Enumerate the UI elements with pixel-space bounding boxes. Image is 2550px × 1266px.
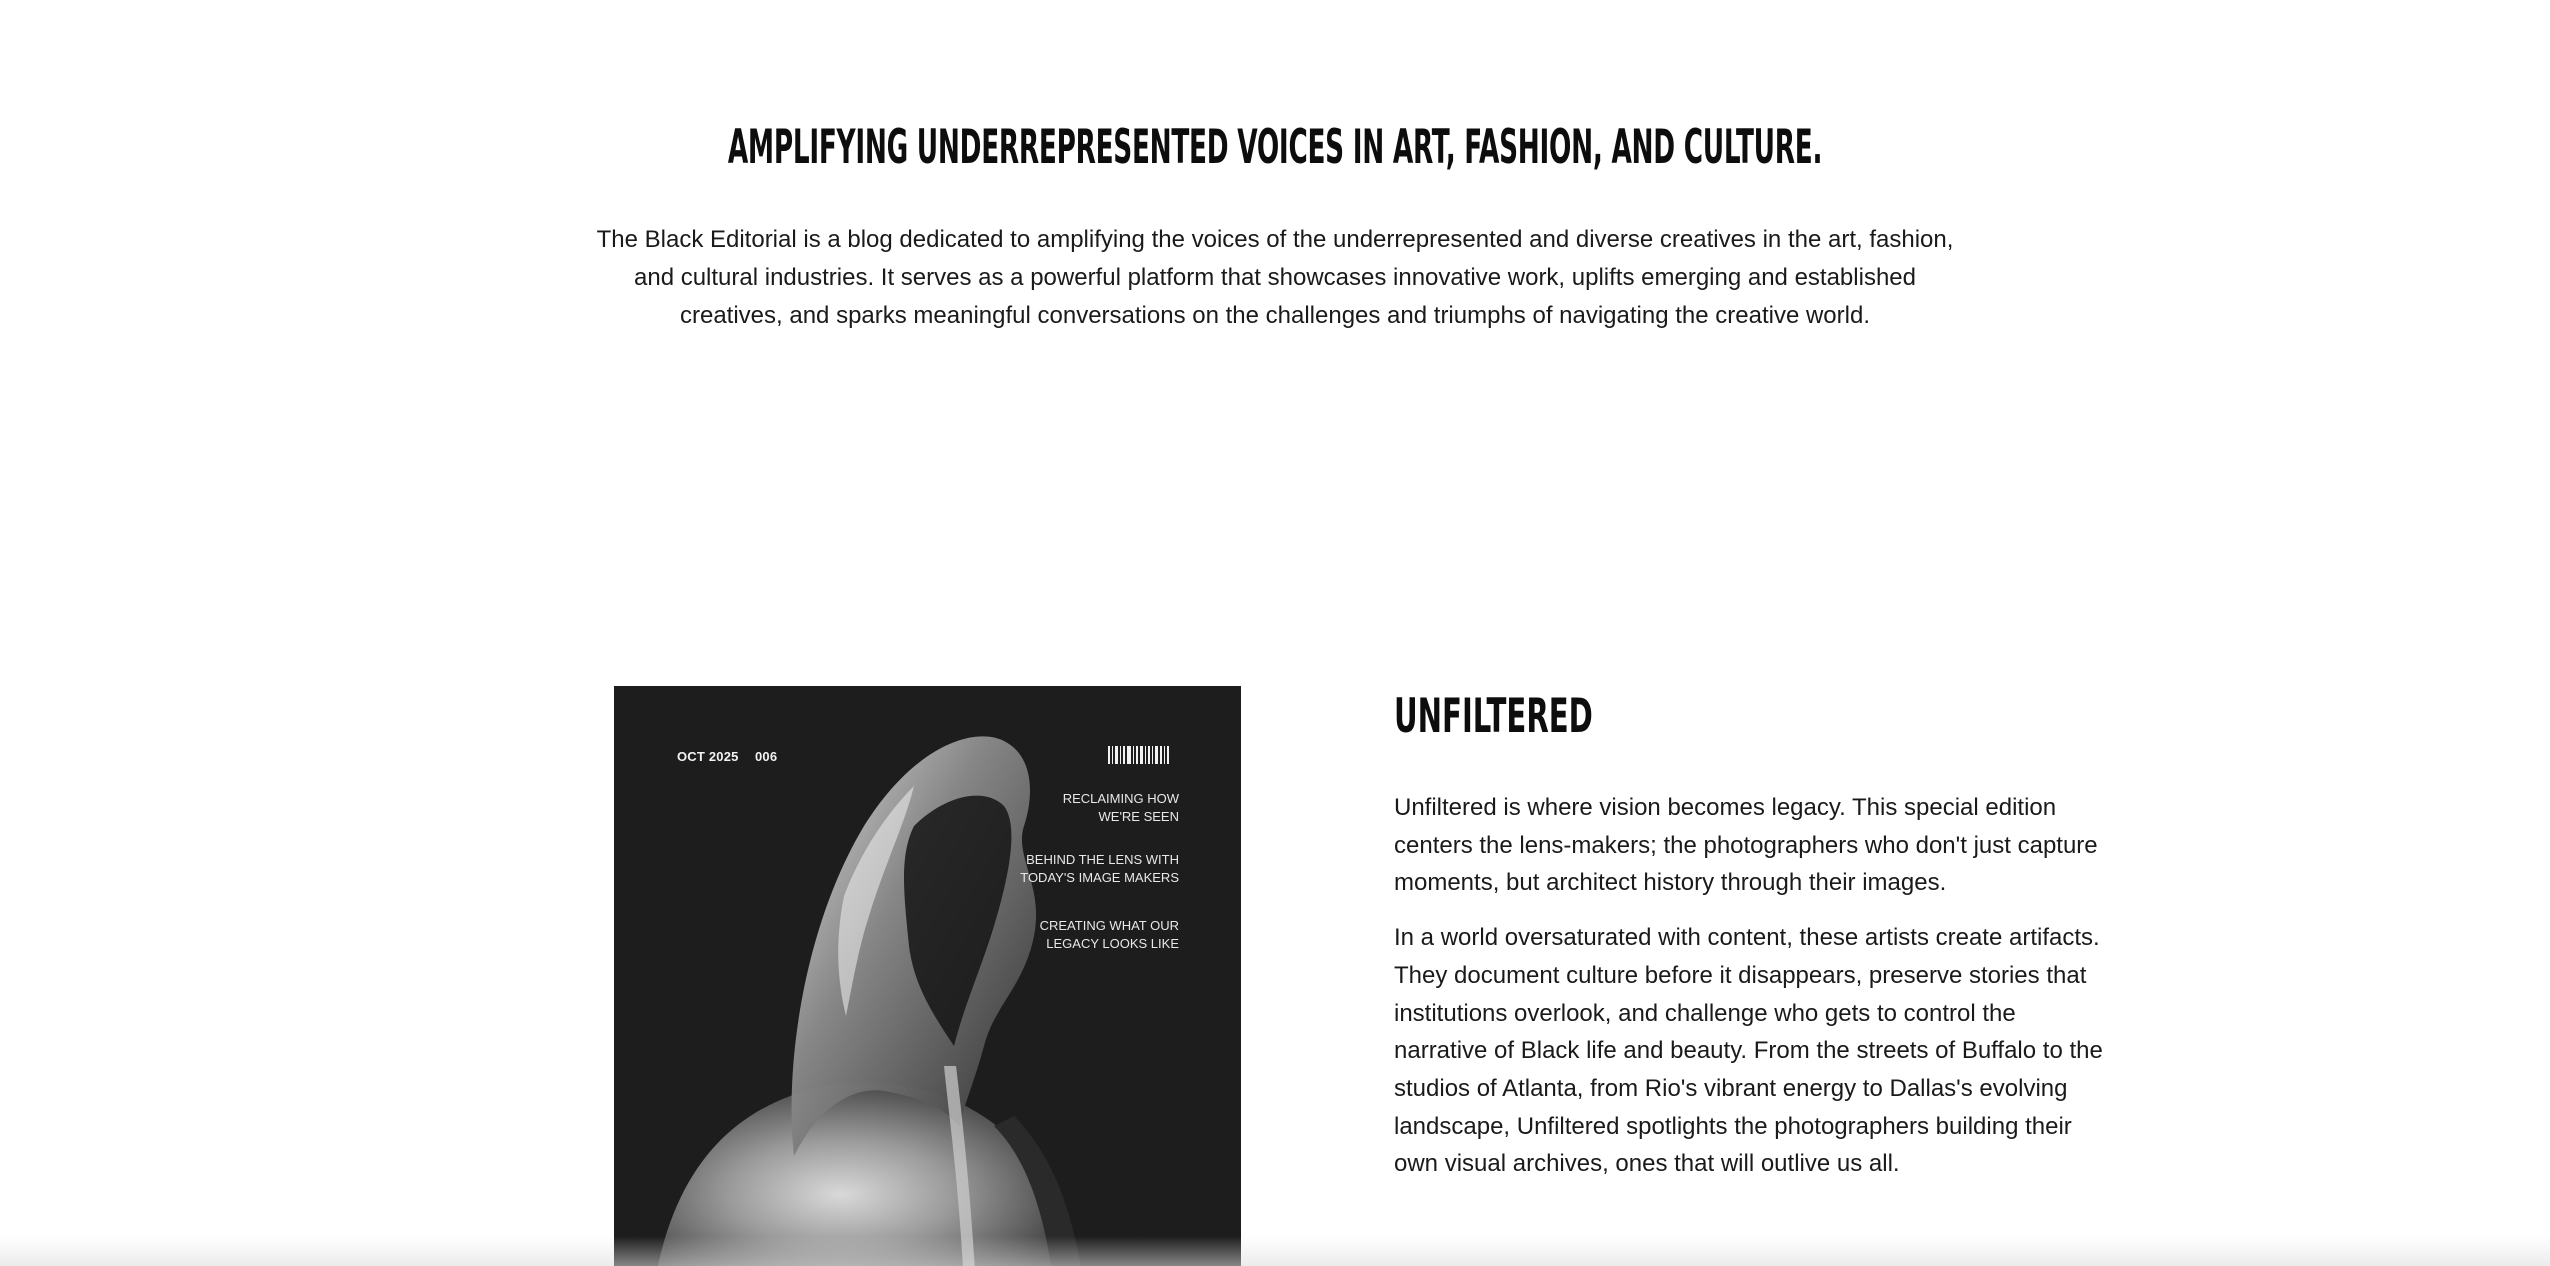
cover-headline: CREATING WHAT OUR LEGACY LOOKS LIKE [1039,918,1179,951]
bottom-scroll-shadow [0,1236,2550,1266]
cover-issue-number: 006 [755,749,778,764]
intro-heading: AMPLIFYING UNDERREPRESENTED VOICES IN ART, FASHION, AND CULTURE. [727,120,1823,175]
cover-date: OCT 2025 [677,749,739,764]
feature-body [1394,789,2114,1200]
feature-paragraph: Unfiltered is where vision becomes legacy. This special edition centers the lens-makers; the photographers who don't just capture moments, but architect history through their images. [1394,794,2098,897]
feature-heading: UNFILTERED [1394,689,1593,744]
intro-description: The Black Editorial is a blog dedicated to amplifying the voices of the underrepresented and diverse creatives in the art, fashion, and cultural industries. It serves as a powerful platform that showcases innovative work, uplifts emerging and established creatives, and sparks meaningful conversations on the challenges and triumphs of navigating the creative world. [596,226,1954,329]
magazine-cover-image[interactable] [614,686,1241,1266]
barcode-icon [1108,746,1176,764]
hooded-figure-photo [614,686,1241,1266]
cover-headline: BEHIND THE LENS WITH TODAY'S IMAGE MAKERS [1020,852,1179,885]
feature-paragraph: In a world oversaturated with content, these artists create artifacts. They document culture before it disappears, preserve stories that institutions overlook, and challenge who gets to control the narrative of Black life and beauty. From the streets of Buffalo to the studios of Atlanta, from Rio's vibrant energy to Dallas's evolving landscape, Unfiltered spotlights the photographers building their own visual archives, ones that will outlive us all. [1394,924,2103,1178]
cover-headline: RECLAIMING HOW WE'RE SEEN [1062,791,1179,824]
